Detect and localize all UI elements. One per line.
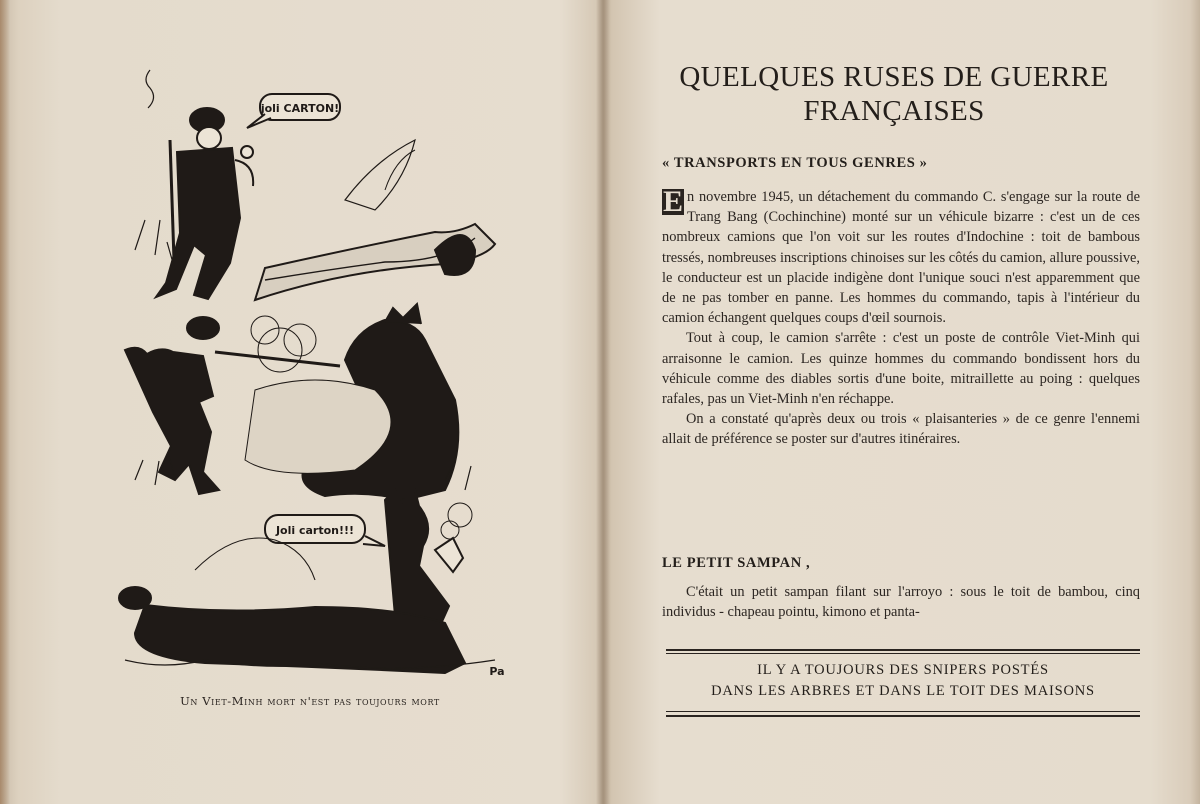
box-rule-bottom-thin: [666, 711, 1140, 712]
cartoon-drawing: [115, 60, 515, 685]
section-heading-transports: « TRANSPORTS EN TOUS GENRES »: [662, 155, 928, 171]
paragraph-4: C'était un petit sampan filant sur l'arroyo : sous le toit de bambou, cinq individus - chapeau pointu, kimono et panta-: [662, 584, 1140, 621]
cartoon-caption: Un Viet-Minh mort n'est pas toujours mort: [180, 694, 440, 708]
section-heading-sampan: LE PETIT SAMPAN ,: [662, 555, 811, 571]
artist-signature: Pa: [489, 665, 505, 678]
paragraph-1: E n novembre 1945, un détachement du commando C. s'engage sur la route de Trang Bang (Cochinchine) monté sur un véhicule bizarre : c'est un de ces nombreux camions que l'on voit sur les routes d'Indochine : toit de bambous tressés, nombreuses inscriptions chinoises sur les côtés du camion, allure poussive, le conducteur est un placide indigène dont l'unique souci n'est apparemment que de ne pas tomber en panne. Les hommes du commando, tapis à l'intérieur du camion échangent quelques coups d'œil sournois.: [662, 185, 1140, 327]
drop-cap: E: [662, 185, 683, 218]
paragraph-2: Tout à coup, le camion s'arrête : c'est un poste de contrôle Viet-Minh qui arraisonne le camion. Les quinze hommes du commando bondissent hors du véhicule comme des diables sortis d'une boite, mitraillette au poing : quelques rafales, pas un Viet-Minh n'en réchappe.: [662, 330, 1140, 408]
box-rule-bottom: [666, 715, 1140, 717]
sniper-notice: [666, 660, 1140, 702]
bubble-1-text: joli CARTON!: [260, 102, 340, 115]
soldier-2-body: [125, 348, 219, 494]
smoke-swirl: [146, 70, 154, 108]
sniper-notice-line-2: DANS LES ARBRES ET DANS LE TOIT DES MAISONS: [711, 683, 1095, 699]
paragraph-3: On a constaté qu'après deux ou trois « plaisanteries » de ce genre l'ennemi allait de préférence se poster sur d'autres itinéraires.: [662, 411, 1140, 448]
sniper-notice-line-1: IL Y A TOUJOURS DES SNIPERS POSTÉS: [757, 662, 1049, 678]
soldier-1-body: [156, 148, 240, 299]
helmet-2: [187, 317, 219, 339]
box-rule-top: [666, 649, 1140, 651]
rifle: [215, 352, 340, 366]
section-body-sampan: [662, 582, 1140, 622]
gun-smoke: [258, 328, 302, 372]
title-line-2: FRANÇAISES: [803, 95, 985, 127]
section-body-transports: [662, 187, 1140, 450]
dead-soldier: [135, 605, 465, 673]
right-page: [604, 0, 1200, 804]
page-title: [634, 60, 1154, 128]
bubble-2-text: Joli carton!!!: [275, 524, 355, 537]
box-rule-top-thin: [666, 653, 1140, 654]
cartoon-illustration: [115, 60, 515, 685]
title-line-1: QUELQUES RUSES DE GUERRE: [679, 61, 1109, 93]
